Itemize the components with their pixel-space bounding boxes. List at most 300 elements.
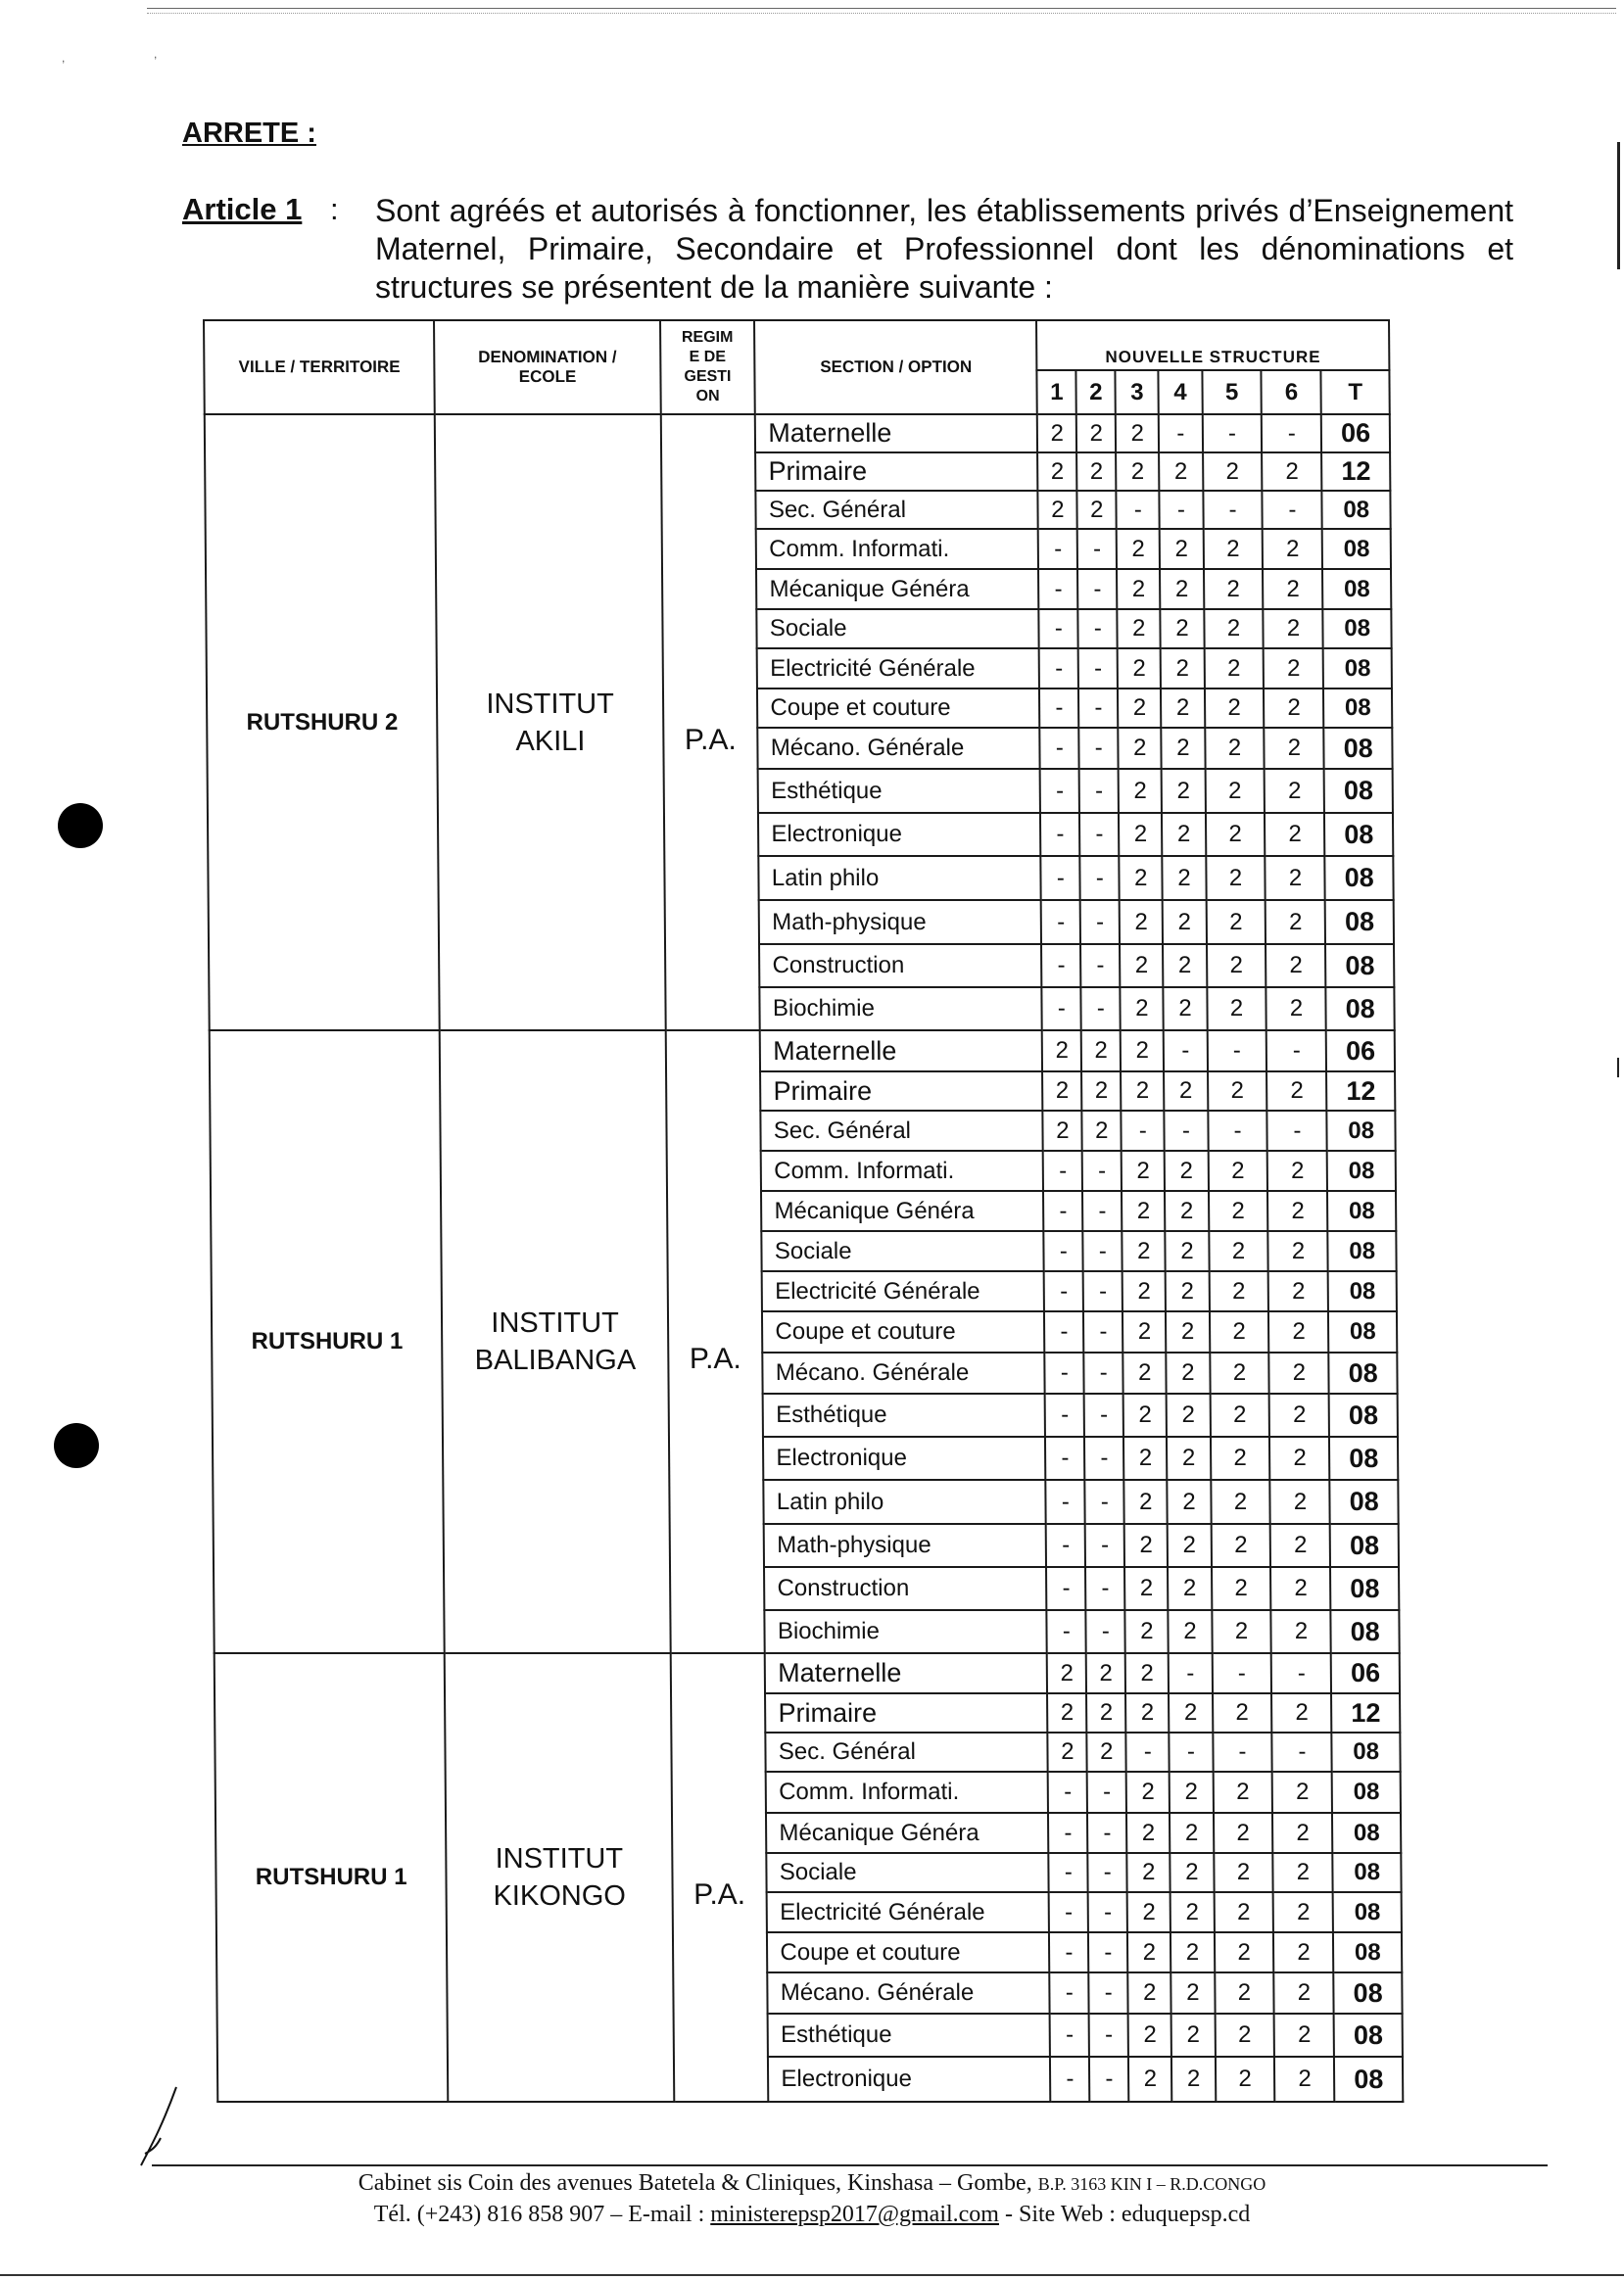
cell-total: 12 [1322, 452, 1391, 491]
cell-year-3: 2 [1127, 1932, 1170, 1972]
cell-year-1: - [1046, 1567, 1085, 1610]
cell-year-1: - [1045, 1437, 1084, 1480]
cell-year-5: 2 [1212, 1567, 1271, 1610]
cell-year-6: 2 [1273, 1932, 1333, 1972]
cell-total: 08 [1330, 1567, 1399, 1610]
cell-year-6: 2 [1270, 1567, 1330, 1610]
table-body [205, 414, 1404, 2102]
cell-year-1: 2 [1042, 1071, 1081, 1111]
denomination-line-1: INSTITUT [486, 688, 615, 720]
cell-total: 08 [1328, 1311, 1397, 1353]
cell-year-4: 2 [1171, 1972, 1215, 2014]
header-col-3: 3 [1116, 370, 1159, 414]
cell-year-5: 2 [1214, 1853, 1273, 1892]
footer-address-main: Cabinet sis Coin des avenues Batetela & Cliniques, Kinshasa – Gombe, [358, 2170, 1032, 2196]
cell-year-3: - [1122, 1111, 1165, 1151]
cell-section: Sociale [757, 609, 1039, 648]
cell-year-2: - [1088, 1853, 1127, 1892]
cell-year-5: 2 [1213, 1693, 1272, 1733]
cell-year-3: 2 [1120, 944, 1163, 987]
cell-year-3: 2 [1126, 1813, 1170, 1853]
cell-year-6: - [1271, 1653, 1331, 1693]
cell-section: Math-physique [764, 1524, 1046, 1567]
table-row [205, 414, 1390, 452]
cell-year-3: 2 [1123, 1437, 1167, 1480]
cell-year-6: - [1267, 1111, 1327, 1151]
cell-year-2: - [1088, 1892, 1127, 1932]
cell-year-2: - [1084, 1394, 1123, 1437]
cell-year-5: 2 [1207, 944, 1266, 987]
header-col-4: 4 [1159, 370, 1202, 414]
cell-year-6: 2 [1268, 1231, 1328, 1271]
cell-year-5: 2 [1204, 689, 1264, 728]
cell-denomination [440, 1030, 670, 1653]
cell-total: 06 [1326, 1030, 1395, 1071]
cell-total: 08 [1323, 648, 1392, 689]
cell-section: Maternelle [765, 1653, 1047, 1693]
cell-year-2: - [1078, 689, 1118, 728]
cell-year-4: 2 [1168, 1567, 1211, 1610]
cell-total: 08 [1331, 1610, 1400, 1653]
cell-year-4: - [1165, 1111, 1208, 1151]
cell-year-6: 2 [1265, 769, 1324, 813]
table-row [215, 1653, 1400, 1693]
cell-section: Mécano. Générale [768, 1972, 1050, 2014]
cell-year-3: 2 [1125, 1610, 1169, 1653]
cell-year-4: 2 [1166, 1311, 1209, 1353]
scan-speck: , [62, 51, 66, 65]
cell-year-1: 2 [1037, 414, 1076, 452]
cell-year-4: 2 [1170, 1932, 1214, 1972]
cell-year-4: 2 [1170, 1813, 1213, 1853]
cell-year-6: 2 [1265, 728, 1324, 769]
cell-section: Biochimie [765, 1610, 1047, 1653]
cell-section: Electronique [763, 1437, 1045, 1480]
header-section: SECTION / OPTION [754, 320, 1037, 414]
cell-year-4: - [1169, 1653, 1212, 1693]
schools-structure-table [203, 319, 1404, 2103]
cell-year-6: - [1262, 414, 1321, 452]
cell-section: Latin philo [759, 856, 1041, 900]
cell-year-2: - [1085, 1524, 1124, 1567]
cell-year-3: 2 [1118, 609, 1161, 648]
cell-year-6: 2 [1264, 689, 1323, 728]
cell-year-5: 2 [1215, 2014, 1274, 2057]
cell-year-3: 2 [1125, 1693, 1169, 1733]
cell-section: Coupe et couture [757, 689, 1039, 728]
cell-year-3: 2 [1117, 569, 1160, 609]
cell-year-5: - [1203, 491, 1263, 529]
cell-section: Esthétique [758, 769, 1040, 813]
cell-total: 08 [1324, 813, 1393, 856]
cell-year-4: 2 [1162, 728, 1205, 769]
cell-section: Biochimie [760, 987, 1042, 1030]
cell-total: 12 [1331, 1693, 1400, 1733]
header-ville: VILLE / TERRITOIRE [204, 320, 435, 414]
cell-year-6: 2 [1274, 1972, 1334, 2014]
cell-year-4: 2 [1168, 1480, 1211, 1524]
cell-total: 08 [1329, 1353, 1398, 1394]
cell-year-3: 2 [1120, 900, 1163, 944]
cell-year-5: 2 [1208, 1151, 1267, 1191]
cell-year-2: 2 [1081, 1071, 1121, 1111]
cell-total: 08 [1333, 1932, 1402, 1972]
cell-section: Primaire [765, 1693, 1047, 1733]
cell-year-4: - [1170, 1733, 1213, 1772]
cell-year-5: 2 [1213, 1772, 1272, 1813]
cell-year-2: - [1084, 1437, 1123, 1480]
cell-year-2: - [1083, 1231, 1122, 1271]
cell-year-4: 2 [1164, 1071, 1207, 1111]
punch-hole [54, 1423, 99, 1468]
cell-year-5: 2 [1206, 900, 1266, 944]
cell-section: Mécano. Générale [763, 1353, 1045, 1394]
cell-year-3: 2 [1118, 648, 1161, 689]
cell-year-1: 2 [1047, 1653, 1086, 1693]
cell-year-3: 2 [1116, 414, 1159, 452]
cell-year-3: 2 [1128, 1972, 1171, 2014]
cell-year-2: - [1085, 1567, 1124, 1610]
cell-year-6: 2 [1269, 1394, 1329, 1437]
cell-total: 08 [1323, 609, 1392, 648]
footer-contact [0, 2202, 1624, 2228]
cell-total: 08 [1332, 1733, 1401, 1772]
cell-year-5: 2 [1205, 813, 1265, 856]
cell-year-6: 2 [1266, 856, 1325, 900]
scan-edge-right-mark [1617, 1058, 1619, 1077]
cell-year-1: - [1038, 529, 1077, 569]
scan-edge-top-dotted [147, 13, 1616, 14]
cell-year-2: - [1078, 648, 1118, 689]
cell-year-3: 2 [1122, 1271, 1166, 1311]
cell-section: Maternelle [760, 1030, 1042, 1071]
cell-year-1: - [1047, 1610, 1086, 1653]
cell-year-3: 2 [1122, 1231, 1166, 1271]
cell-year-4: 2 [1164, 987, 1207, 1030]
cell-section: Construction [764, 1567, 1046, 1610]
cell-year-2: 2 [1086, 1653, 1125, 1693]
cell-year-6: 2 [1269, 1437, 1329, 1480]
article-text: Sont agréés et autorisés à fonctionner, les établissements privés d’Enseignement Maternel, Primaire, Secondaire et Professionnel dont les dénominations et structures se présentent de la manière suivante : [375, 193, 1513, 305]
cell-year-2: - [1088, 1932, 1127, 1972]
cell-year-1: - [1049, 1932, 1088, 1972]
cell-year-4: 2 [1168, 1524, 1211, 1567]
cell-year-3: 2 [1124, 1567, 1168, 1610]
cell-year-1: - [1050, 1972, 1089, 2014]
cell-year-2: 2 [1086, 1693, 1125, 1733]
cell-year-5: 2 [1212, 1610, 1271, 1653]
cell-year-5: - [1208, 1111, 1267, 1151]
cell-year-2: - [1089, 1972, 1128, 2014]
cell-total: 08 [1328, 1271, 1397, 1311]
cell-year-4: - [1164, 1030, 1207, 1071]
cell-year-6: 2 [1270, 1524, 1330, 1567]
cell-year-6: 2 [1263, 529, 1322, 569]
cell-year-1: - [1046, 1480, 1085, 1524]
cell-year-6: 2 [1266, 900, 1325, 944]
cell-year-5: 2 [1204, 569, 1264, 609]
cell-year-5: 2 [1211, 1480, 1270, 1524]
cell-total: 08 [1329, 1437, 1398, 1480]
cell-section: Sec. Général [766, 1733, 1048, 1772]
cell-year-5: 2 [1214, 1813, 1273, 1853]
cell-section: Mécano. Générale [758, 728, 1040, 769]
cell-year-2: 2 [1082, 1111, 1122, 1151]
cell-year-1: - [1043, 1191, 1082, 1231]
cell-year-5: 2 [1210, 1394, 1269, 1437]
cell-year-6: 2 [1269, 1353, 1329, 1394]
cell-year-2: - [1087, 1772, 1126, 1813]
cell-year-6: 2 [1266, 944, 1325, 987]
cell-total: 08 [1334, 1972, 1403, 2014]
cell-year-3: 2 [1119, 769, 1162, 813]
cell-year-5: 2 [1203, 452, 1263, 491]
header-nouvelle-structure [1036, 320, 1389, 370]
cell-year-2: - [1087, 1813, 1126, 1853]
scan-edge-bottom [0, 2274, 1624, 2276]
header-col-6: 6 [1262, 370, 1321, 414]
cell-year-2: - [1083, 1311, 1122, 1353]
cell-year-2: - [1083, 1271, 1122, 1311]
cell-year-3: 2 [1122, 1191, 1165, 1231]
cell-section: Electronique [768, 2057, 1050, 2102]
denomination-line-2: KIKONGO [493, 1880, 627, 1912]
cell-year-5: 2 [1215, 1972, 1274, 2014]
cell-year-5: 2 [1209, 1231, 1268, 1271]
cell-year-4: 2 [1170, 1892, 1214, 1932]
cell-total: 12 [1326, 1071, 1395, 1111]
cell-year-1: - [1044, 1311, 1083, 1353]
cell-total: 08 [1333, 1853, 1402, 1892]
cell-section: Latin philo [764, 1480, 1046, 1524]
cell-year-1: - [1041, 944, 1080, 987]
cell-regime: P.A. [670, 1653, 768, 2102]
cell-total: 08 [1324, 728, 1393, 769]
cell-year-6: 2 [1267, 1071, 1327, 1111]
cell-section: Sec. Général [756, 491, 1038, 529]
cell-denomination [445, 1653, 674, 2102]
cell-year-5: - [1207, 1030, 1266, 1071]
header-col-5: 5 [1202, 370, 1262, 414]
cell-section: Mécanique Généra [761, 1191, 1043, 1231]
cell-year-3: 2 [1124, 1480, 1168, 1524]
cell-year-4: 2 [1162, 769, 1205, 813]
cell-year-3: 2 [1128, 2014, 1171, 2057]
denomination-line-1: INSTITUT [495, 1843, 624, 1875]
cell-year-2: - [1079, 813, 1119, 856]
cell-year-3: 2 [1128, 2057, 1172, 2102]
cell-year-6: - [1272, 1733, 1332, 1772]
cell-year-3: 2 [1117, 529, 1160, 569]
cell-year-4: 2 [1163, 900, 1206, 944]
cell-section: Comm. Informati. [766, 1772, 1048, 1813]
denomination-line-1: INSTITUT [491, 1307, 619, 1339]
cell-total: 06 [1331, 1653, 1400, 1693]
footer-website: - Site Web : eduquepsp.cd [1004, 2202, 1251, 2227]
cell-year-3: 2 [1119, 813, 1162, 856]
table-row [210, 1030, 1395, 1071]
cell-total: 06 [1321, 414, 1390, 452]
scan-edge-top [147, 8, 1616, 9]
cell-year-6: 2 [1268, 1271, 1328, 1311]
cell-year-3: 2 [1127, 1892, 1170, 1932]
cell-denomination [435, 414, 665, 1030]
cell-total: 08 [1329, 1394, 1398, 1437]
cell-total: 08 [1324, 769, 1393, 813]
footer-address-po: B.P. 3163 KIN I – R.D.CONGO [1037, 2174, 1266, 2194]
cell-year-3: 2 [1126, 1772, 1170, 1813]
cell-section: Electricité Générale [767, 1892, 1049, 1932]
cell-year-3: 2 [1125, 1653, 1169, 1693]
cell-year-1: - [1041, 856, 1080, 900]
cell-year-5: 2 [1205, 728, 1265, 769]
cell-year-2: - [1085, 1480, 1124, 1524]
cell-year-6: 2 [1263, 452, 1322, 491]
cell-section: Electronique [758, 813, 1040, 856]
cell-year-6: 2 [1271, 1610, 1331, 1653]
cell-section: Coupe et couture [767, 1932, 1049, 1972]
cell-year-2: - [1089, 2014, 1128, 2057]
cell-year-2: 2 [1087, 1733, 1126, 1772]
cell-year-1: - [1044, 1271, 1083, 1311]
cell-year-4: 2 [1160, 569, 1203, 609]
cell-total: 08 [1325, 900, 1394, 944]
cell-total: 08 [1332, 1772, 1401, 1813]
denomination-line-2: AKILI [515, 725, 586, 757]
cell-year-4: 2 [1170, 1853, 1214, 1892]
cell-year-2: - [1079, 769, 1119, 813]
cell-regime: P.A. [665, 1030, 765, 1653]
cell-total: 08 [1325, 944, 1394, 987]
cell-year-5: 2 [1214, 1932, 1273, 1972]
cell-total: 08 [1330, 1524, 1399, 1567]
footer-address [0, 2170, 1624, 2197]
footer-email-link[interactable]: ministerepsp2017@gmail.com [710, 2202, 999, 2227]
cell-total: 08 [1327, 1111, 1396, 1151]
cell-year-2: - [1084, 1353, 1123, 1394]
cell-year-5: 2 [1209, 1271, 1268, 1311]
cell-section: Primaire [755, 452, 1037, 491]
cell-total: 08 [1333, 1892, 1402, 1932]
cell-year-2: 2 [1081, 1030, 1121, 1071]
cell-year-3: 2 [1120, 856, 1163, 900]
cell-year-4: 2 [1166, 1231, 1209, 1271]
cell-ville: RUTSHURU 1 [210, 1030, 445, 1653]
cell-year-1: 2 [1048, 1733, 1087, 1772]
cell-year-4: 2 [1161, 648, 1204, 689]
cell-year-4: - [1159, 414, 1202, 452]
cell-year-2: - [1089, 2057, 1128, 2102]
footer-divider [152, 2164, 1548, 2166]
cell-year-1: - [1045, 1394, 1084, 1437]
cell-year-1: - [1049, 1853, 1088, 1892]
cell-year-1: 2 [1043, 1111, 1082, 1151]
cell-year-4: 2 [1171, 2014, 1215, 2057]
cell-year-6: 2 [1272, 1772, 1332, 1813]
cell-year-5: 2 [1207, 987, 1266, 1030]
header-regime: REGIM E DE GESTI ON [660, 320, 755, 414]
cell-year-4: 2 [1169, 1610, 1212, 1653]
cell-year-2: 2 [1077, 491, 1117, 529]
cell-regime: P.A. [660, 414, 760, 1030]
cell-year-4: 2 [1167, 1394, 1210, 1437]
cell-year-6: 2 [1274, 2057, 1334, 2102]
cell-total: 08 [1328, 1231, 1397, 1271]
cell-year-2: - [1081, 987, 1121, 1030]
cell-year-1: - [1040, 769, 1079, 813]
header-col-total: T [1321, 370, 1390, 414]
article-colon: : [330, 192, 339, 226]
cell-year-3: - [1126, 1733, 1170, 1772]
cell-year-5: 2 [1205, 769, 1265, 813]
cell-year-3: 2 [1121, 1071, 1164, 1111]
cell-year-5: - [1213, 1733, 1272, 1772]
header-nouvelle-structure-text: NOUVELLE STRUCTURE [1105, 348, 1321, 366]
cell-year-3: 2 [1116, 452, 1159, 491]
cell-year-1: - [1050, 2014, 1089, 2057]
cell-year-2: - [1079, 728, 1119, 769]
cell-year-5: 2 [1204, 609, 1264, 648]
cell-year-1: - [1040, 813, 1079, 856]
cell-year-5: 2 [1210, 1437, 1269, 1480]
cell-year-6: 2 [1270, 1480, 1330, 1524]
cell-total: 08 [1322, 569, 1391, 609]
cell-year-6: 2 [1266, 987, 1326, 1030]
cell-year-4: 2 [1171, 2057, 1216, 2102]
cell-year-1: - [1046, 1524, 1085, 1567]
cell-section: Primaire [760, 1071, 1042, 1111]
cell-year-6: 2 [1267, 1151, 1327, 1191]
cell-total: 08 [1332, 1813, 1401, 1853]
cell-total: 08 [1327, 1191, 1396, 1231]
cell-year-5: 2 [1206, 856, 1266, 900]
cell-year-3: - [1117, 491, 1160, 529]
cell-year-4: 2 [1169, 1693, 1212, 1733]
cell-year-4: 2 [1166, 1271, 1209, 1311]
cell-total: 08 [1323, 689, 1392, 728]
cell-year-1: - [1044, 1231, 1083, 1271]
cell-section: Esthétique [763, 1394, 1045, 1437]
cell-year-3: 2 [1127, 1853, 1170, 1892]
cell-year-2: - [1086, 1610, 1125, 1653]
cell-section: Sociale [767, 1853, 1049, 1892]
punch-hole [58, 803, 103, 848]
cell-year-3: 2 [1123, 1394, 1167, 1437]
cell-year-3: 2 [1121, 1030, 1164, 1071]
cell-year-2: - [1080, 856, 1120, 900]
cell-year-3: 2 [1118, 689, 1161, 728]
cell-year-1: 2 [1047, 1693, 1086, 1733]
cell-year-1: - [1048, 1813, 1087, 1853]
cell-section: Electricité Générale [757, 648, 1039, 689]
cell-year-6: 2 [1272, 1693, 1332, 1733]
cell-year-6: 2 [1263, 569, 1322, 609]
cell-section: Construction [759, 944, 1041, 987]
cell-year-1: 2 [1042, 1030, 1081, 1071]
cell-year-6: 2 [1273, 1853, 1333, 1892]
cell-year-4: 2 [1161, 689, 1204, 728]
cell-year-6: 2 [1274, 2014, 1334, 2057]
cell-year-5: 2 [1211, 1524, 1270, 1567]
cell-year-5: 2 [1204, 648, 1264, 689]
cell-year-1: 2 [1037, 452, 1076, 491]
cell-year-4: 2 [1162, 813, 1205, 856]
cell-year-1: - [1043, 1151, 1082, 1191]
cell-year-3: 2 [1119, 728, 1162, 769]
cell-year-2: - [1078, 609, 1118, 648]
cell-year-1: 2 [1038, 491, 1077, 529]
cell-year-1: - [1050, 2057, 1089, 2102]
